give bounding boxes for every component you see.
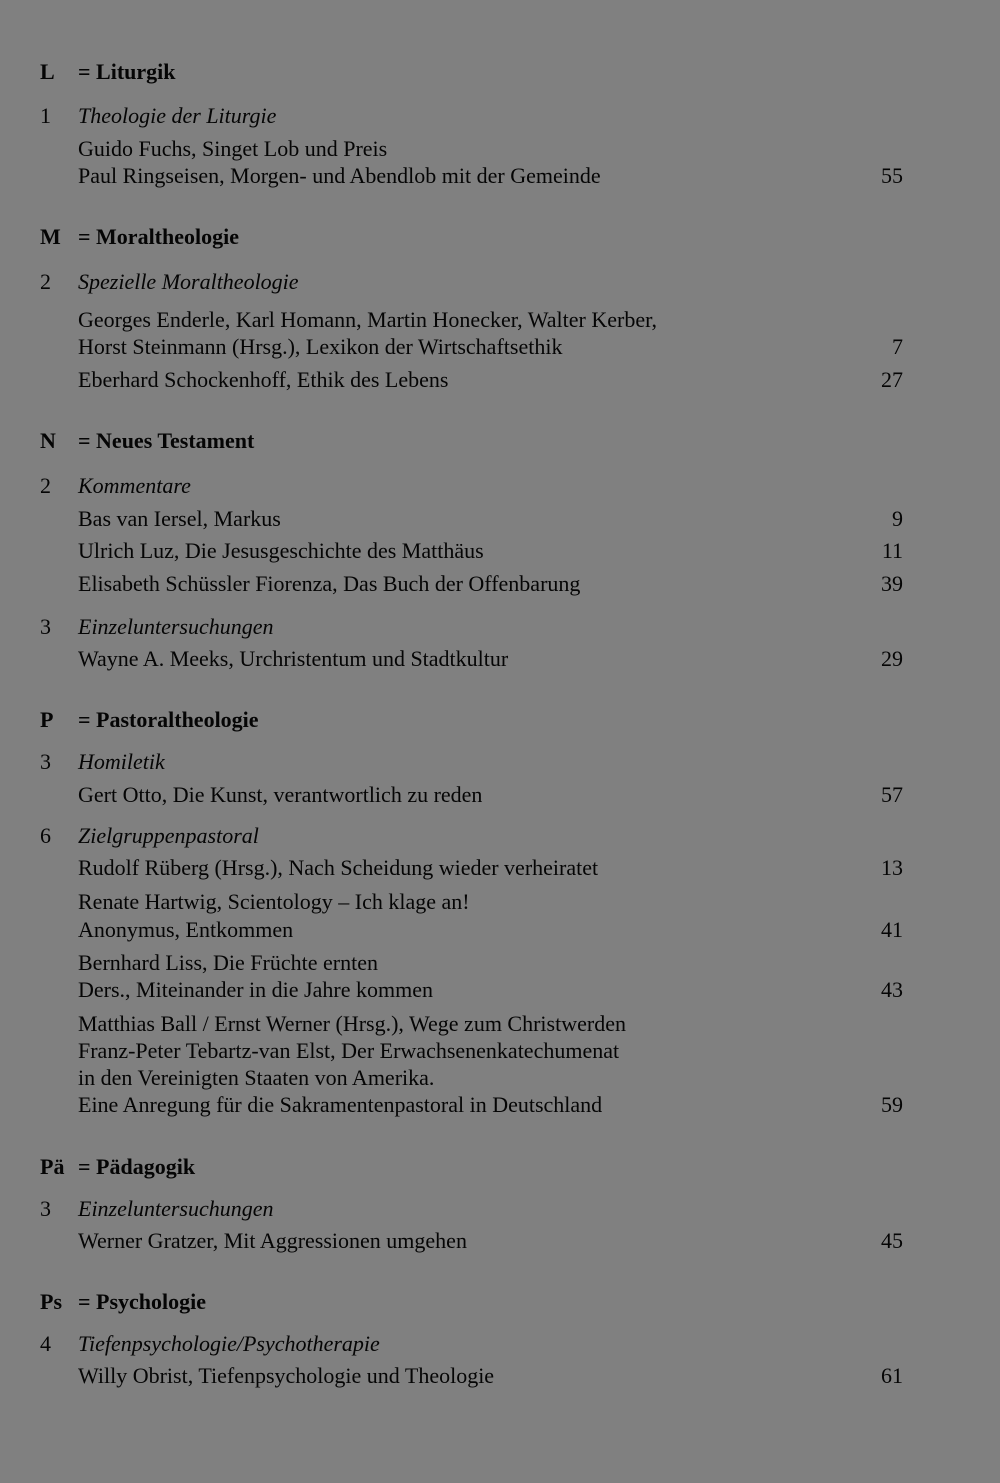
section-title: = Psychologie xyxy=(78,1289,207,1314)
page-number: 29 xyxy=(881,646,903,671)
page-number: 57 xyxy=(881,782,903,807)
entry-line: in den Vereinigten Staaten von Amerika. xyxy=(78,1065,435,1090)
section-title: = Neues Testament xyxy=(78,428,255,453)
entry-line: Bernhard Liss, Die Früchte ernten xyxy=(78,950,378,975)
subsection-title: Einzeluntersuchungen xyxy=(78,1196,274,1221)
subsection-number: 4 xyxy=(40,1331,51,1356)
page-number: 41 xyxy=(881,917,903,942)
subsection-title: Theologie der Liturgie xyxy=(78,103,277,128)
subsection-number: 3 xyxy=(40,614,51,639)
subsection-number: 6 xyxy=(40,823,51,848)
section-title: = Moraltheologie xyxy=(78,224,239,249)
subsection-number: 2 xyxy=(40,473,51,498)
entry-line: Ulrich Luz, Die Jesusgeschichte des Matthäus xyxy=(78,538,484,563)
page-number: 55 xyxy=(881,163,903,188)
page-number: 27 xyxy=(881,367,903,392)
section-code: P xyxy=(40,707,54,732)
section-code: L xyxy=(40,59,55,84)
page-number: 13 xyxy=(881,855,903,880)
entry-line: Werner Gratzer, Mit Aggressionen umgehen xyxy=(78,1228,467,1253)
subsection-title: Kommentare xyxy=(78,473,191,498)
page-number: 61 xyxy=(881,1363,903,1388)
entry-line: Franz-Peter Tebartz-van Elst, Der Erwachsenenkatechumenat xyxy=(78,1038,620,1063)
entry-line: Anonymus, Entkommen xyxy=(78,917,294,942)
entry-line: Georges Enderle, Karl Homann, Martin Honecker, Walter Kerber, xyxy=(78,307,658,332)
page-number: 11 xyxy=(881,538,903,563)
entry-line: Eberhard Schockenhoff, Ethik des Lebens xyxy=(78,367,449,392)
page-number: 39 xyxy=(881,571,903,596)
entry-line: Ders., Miteinander in die Jahre kommen xyxy=(78,977,433,1002)
subsection-number: 1 xyxy=(40,103,51,128)
entry-line: Rudolf Rüberg (Hrsg.), Nach Scheidung wieder verheiratet xyxy=(78,855,599,880)
subsection-title: Einzeluntersuchungen xyxy=(78,614,274,639)
subsection-number: 3 xyxy=(40,1196,51,1221)
page-number: 7 xyxy=(892,334,903,359)
entry-line: Paul Ringseisen, Morgen- und Abendlob mit der Gemeinde xyxy=(78,163,601,188)
entry-line: Matthias Ball / Ernst Werner (Hrsg.), Wege zum Christwerden xyxy=(78,1011,626,1036)
section-title: = Liturgik xyxy=(78,59,176,84)
subsection-number: 3 xyxy=(40,749,51,774)
entry-line: Eine Anregung für die Sakramentenpastoral in Deutschland xyxy=(78,1092,603,1117)
page-number: 43 xyxy=(881,977,903,1002)
page-number: 59 xyxy=(881,1092,903,1117)
page-number: 45 xyxy=(881,1228,903,1253)
subsection-title: Zielgruppenpastoral xyxy=(78,823,259,848)
subsection-number: 2 xyxy=(40,269,51,294)
section-code: M xyxy=(40,224,61,249)
entry-line: Willy Obrist, Tiefenpsychologie und Theologie xyxy=(78,1363,495,1388)
page-number: 9 xyxy=(892,506,903,531)
entry-line: Elisabeth Schüssler Fiorenza, Das Buch der Offenbarung xyxy=(78,571,581,596)
section-code: Ps xyxy=(40,1289,62,1314)
entry-line: Bas van Iersel, Markus xyxy=(78,506,281,531)
subsection-title: Spezielle Moraltheologie xyxy=(78,269,299,294)
entry-line: Gert Otto, Die Kunst, verantwortlich zu reden xyxy=(78,782,483,807)
subsection-title: Homiletik xyxy=(78,749,165,774)
subsection-title: Tiefenpsychologie/Psychotherapie xyxy=(78,1331,380,1356)
section-title: = Pädagogik xyxy=(78,1154,196,1179)
entry-line: Wayne A. Meeks, Urchristentum und Stadtkultur xyxy=(78,646,509,671)
entry-line: Horst Steinmann (Hrsg.), Lexikon der Wirtschaftsethik xyxy=(78,334,563,359)
entry-line: Guido Fuchs, Singet Lob und Preis xyxy=(78,136,388,161)
section-title: = Pastoraltheologie xyxy=(78,707,259,732)
section-code: N xyxy=(40,428,56,453)
entry-line: Renate Hartwig, Scientology – Ich klage an! xyxy=(78,889,470,914)
section-code: Pä xyxy=(40,1154,65,1179)
